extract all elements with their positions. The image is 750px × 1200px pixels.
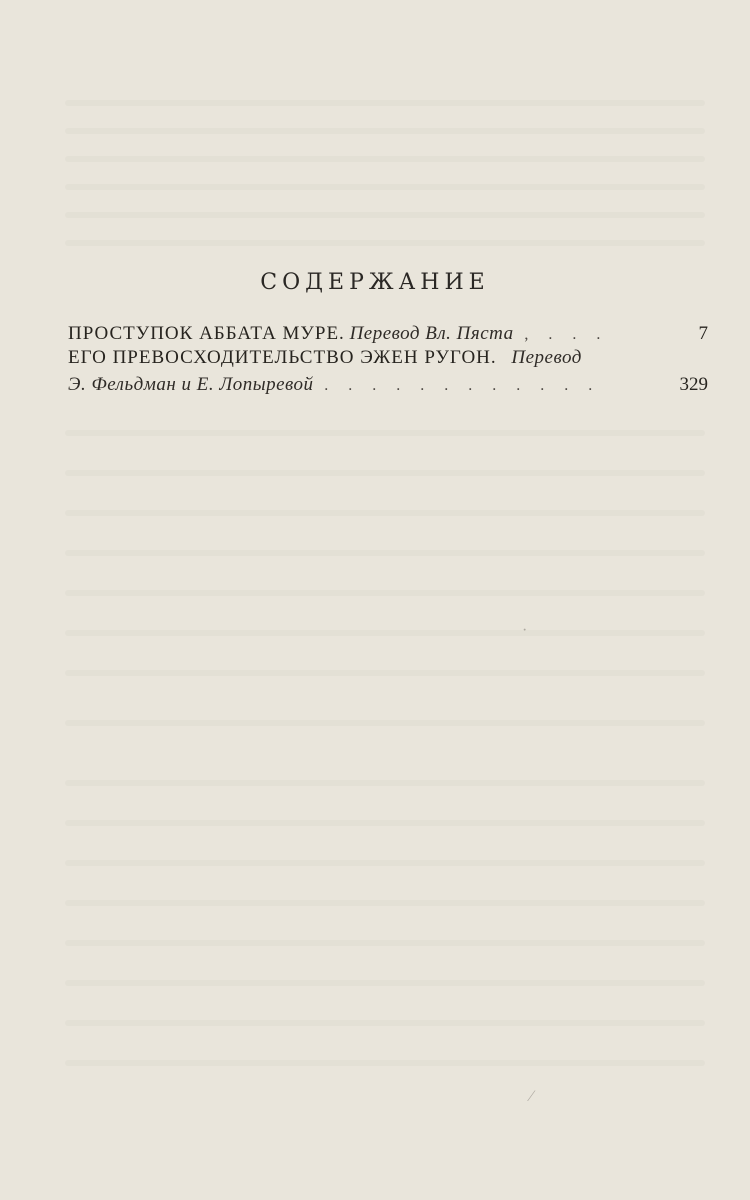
bleed-through-line [65, 590, 705, 596]
dot-leader: , . . . [524, 326, 609, 343]
bleed-through-line [65, 980, 705, 986]
toc-entry-title: ПРОСТУПОК АББАТА МУРЕ. [68, 323, 345, 344]
dot-leader: . . . . . . . . . . . . [324, 377, 601, 394]
bleed-through-line [65, 550, 705, 556]
ink-mark: ⁄ [530, 1088, 533, 1105]
bleed-through-line [65, 1060, 705, 1066]
bleed-through-line [65, 212, 705, 218]
bleed-through-line [65, 128, 705, 134]
bleed-through-line [65, 100, 705, 106]
bleed-through-line [65, 1020, 705, 1026]
bleed-through-line [65, 900, 705, 906]
bleed-through-line [65, 820, 705, 826]
bleed-through-line [65, 510, 705, 516]
toc-entry-continuation[interactable] [68, 371, 708, 399]
toc-entry-translator-names: Э. Фельдман и Е. Лопыревой [68, 374, 314, 395]
bleed-through-line [65, 240, 705, 246]
bleed-through-line [65, 670, 705, 676]
bleed-through-line [65, 430, 705, 436]
toc-entry[interactable] [68, 344, 708, 372]
ink-speck: · [522, 622, 528, 639]
bleed-through-line [65, 184, 705, 190]
bleed-through-line [65, 860, 705, 866]
toc-entry-translator: Перевод Вл. Пяста [349, 323, 514, 344]
contents-heading: СОДЕРЖАНИЕ [260, 270, 490, 295]
bleed-through-line [65, 156, 705, 162]
bleed-through-line [65, 630, 705, 636]
toc-entry-title: ЕГО ПРЕВОСХОДИТЕЛЬСТВО ЭЖЕН РУГОН. [68, 347, 497, 368]
toc-entry-translator: Перевод [511, 347, 582, 368]
bleed-through-line [65, 720, 705, 726]
toc-page-number: 7 [698, 323, 708, 344]
bleed-through-line [65, 470, 705, 476]
bleed-through-line [65, 780, 705, 786]
bleed-through-line [65, 940, 705, 946]
toc-page-number: 329 [679, 374, 708, 395]
